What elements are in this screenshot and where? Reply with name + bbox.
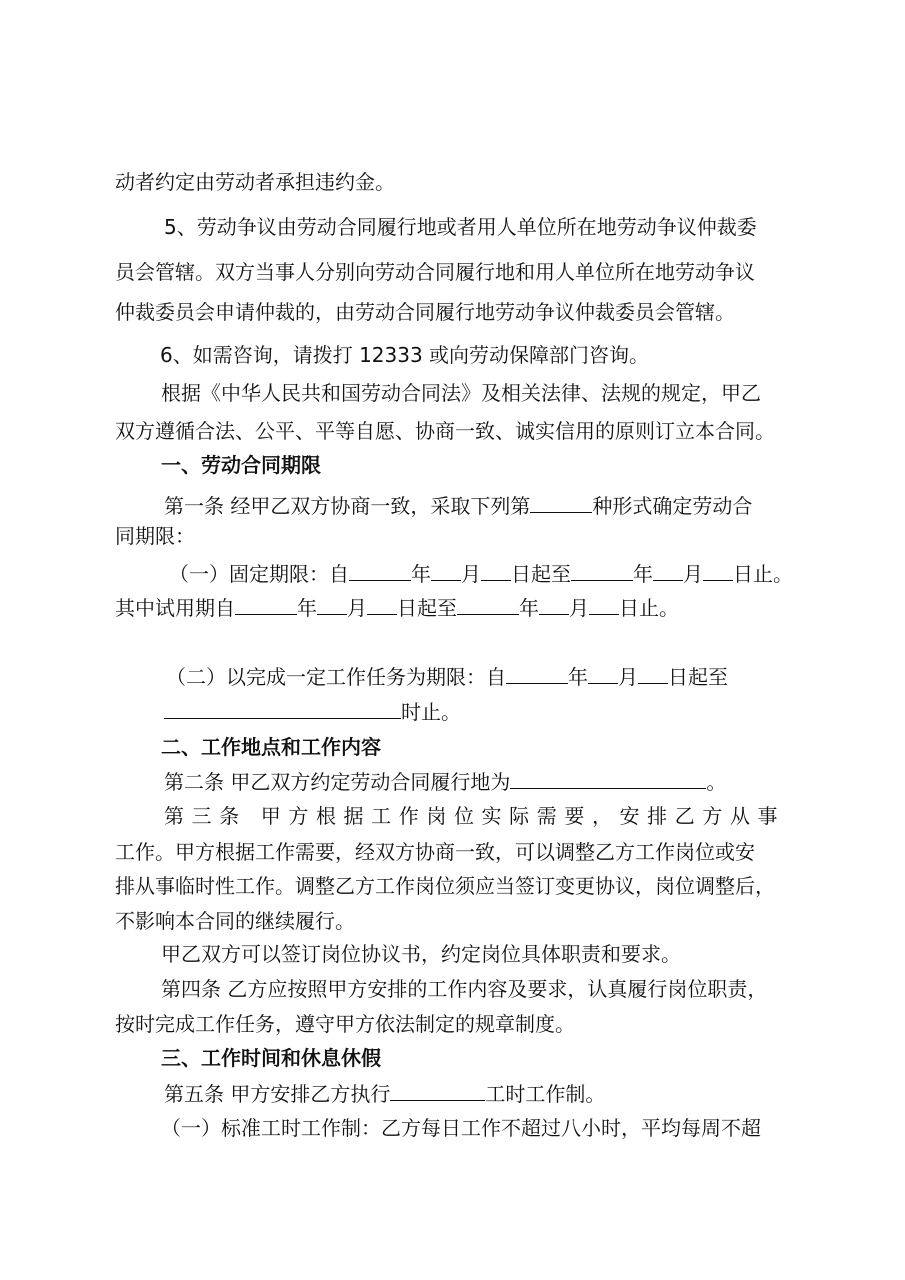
clause-6-consult: 6、如需咨询，请拨打 12333 或向劳动保障部门咨询。 <box>160 343 650 367</box>
task-start-year-blank[interactable] <box>506 665 568 684</box>
article-2-end: 。 <box>706 770 727 794</box>
trial-start-year-blank[interactable] <box>235 596 297 615</box>
month-label: 月 <box>618 665 638 689</box>
year-label: 年 <box>633 562 653 586</box>
from-to-label: 日起至 <box>511 562 571 586</box>
section-heading-working-time: 三、工作时间和休息休假 <box>161 1046 381 1070</box>
post-agreement-paragraph: 甲乙双方可以签订岗位协议书，约定岗位具体职责和要求。 <box>161 942 681 966</box>
section-heading-workplace: 二、工作地点和工作内容 <box>161 735 381 759</box>
task-start-month-blank[interactable] <box>588 665 618 684</box>
trial-period-line <box>115 596 679 618</box>
preamble-line-2: 双方遵循合法、公平、平等自愿、协商一致、诚实信用的原则订立本合同。 <box>115 419 775 443</box>
article-4-line-2: 按时完成工作任务，遵守甲方依法制定的规章制度。 <box>115 1012 575 1036</box>
trial-end-year-blank[interactable] <box>457 596 519 615</box>
article-1-text-a: 第一条 经甲乙双方协商一致，采取下列第 <box>164 494 531 518</box>
month-label: 月 <box>461 562 481 586</box>
trial-start-month-blank[interactable] <box>317 596 347 615</box>
article-5-text: 第五条 甲方安排乙方执行 <box>164 1082 391 1106</box>
month-label: 月 <box>683 562 703 586</box>
standard-hours-line: （一）标准工时工作制：乙方每日工作不超过八小时，平均每周不超 <box>161 1116 761 1140</box>
end-year-blank[interactable] <box>571 562 633 581</box>
article-3-line-2: 工作。甲方根据工作需要，经双方协商一致，可以调整乙方工作岗位或安 <box>115 840 755 864</box>
month-label: 月 <box>569 596 589 620</box>
article-3-line-4: 不影响本合同的继续履行。 <box>115 909 355 933</box>
section-heading-term: 一、劳动合同期限 <box>161 453 321 477</box>
paragraph-penalty-end: 动者约定由劳动者承担违约金。 <box>115 170 395 194</box>
year-label: 年 <box>568 665 588 689</box>
article-4-line-1: 第四条 乙方应按照甲方安排的工作内容及要求，认真履行岗位职责， <box>161 977 768 1001</box>
clause-5-line-2: 员会管辖。双方当事人分别向劳动合同履行地和用人单位所在地劳动争议 <box>115 260 755 284</box>
article-2-text: 第二条 甲乙双方约定劳动合同履行地为 <box>164 770 511 794</box>
start-day-blank[interactable] <box>481 562 511 581</box>
clause-5-line-1: 5、劳动争议由劳动合同履行地或者用人单位所在地劳动争议仲裁委 <box>164 215 757 239</box>
task-end-label: 时止。 <box>401 700 461 724</box>
article-3-line-1: 第三条 甲方根据工作岗位实际需要，安排乙方从事 <box>164 804 786 828</box>
preamble-line-1: 根据《中华人民共和国劳动合同法》及相关法律、法规的规定，甲乙 <box>161 381 761 405</box>
task-start-day-blank[interactable] <box>638 665 668 684</box>
year-label: 年 <box>297 596 317 620</box>
fixed-term-line <box>169 562 793 584</box>
start-month-blank[interactable] <box>431 562 461 581</box>
article-5-line <box>164 1082 605 1104</box>
from-to-label: 日起至 <box>668 665 728 689</box>
end-month-blank[interactable] <box>653 562 683 581</box>
end-label: 日止。 <box>733 562 793 586</box>
article-5-end: 工时工作制。 <box>485 1082 606 1106</box>
article-2-line <box>164 770 726 792</box>
start-year-blank[interactable] <box>349 562 411 581</box>
term-form-blank[interactable] <box>530 494 592 513</box>
clause-5-line-3: 仲裁委员会申请仲裁的，由劳动合同履行地劳动争议仲裁委员会管辖。 <box>115 300 735 324</box>
work-location-blank[interactable] <box>510 770 706 789</box>
task-term-line <box>166 665 728 687</box>
trial-end-month-blank[interactable] <box>539 596 569 615</box>
trial-end-day-blank[interactable] <box>589 596 619 615</box>
end-label: 日止。 <box>619 596 679 620</box>
task-term-label: （二）以完成一定工作任务为期限：自 <box>166 665 506 689</box>
article-1-line-1 <box>164 494 752 516</box>
year-label: 年 <box>411 562 431 586</box>
article-1-line-2: 同期限： <box>115 524 195 548</box>
from-to-label: 日起至 <box>397 596 457 620</box>
task-end-blank[interactable] <box>164 700 401 719</box>
fixed-term-label: （一）固定期限：自 <box>169 562 349 586</box>
task-term-line-2 <box>164 700 461 722</box>
trial-start-day-blank[interactable] <box>367 596 397 615</box>
year-label: 年 <box>519 596 539 620</box>
article-1-text-b: 种形式确定劳动合 <box>592 494 753 518</box>
work-system-blank[interactable] <box>390 1082 485 1101</box>
trial-label: 其中试用期自 <box>115 596 235 620</box>
article-3-line-3: 排从事临时性工作。调整乙方工作岗位须应当签订变更协议，岗位调整后， <box>115 874 775 898</box>
end-day-blank[interactable] <box>703 562 733 581</box>
month-label: 月 <box>347 596 367 620</box>
